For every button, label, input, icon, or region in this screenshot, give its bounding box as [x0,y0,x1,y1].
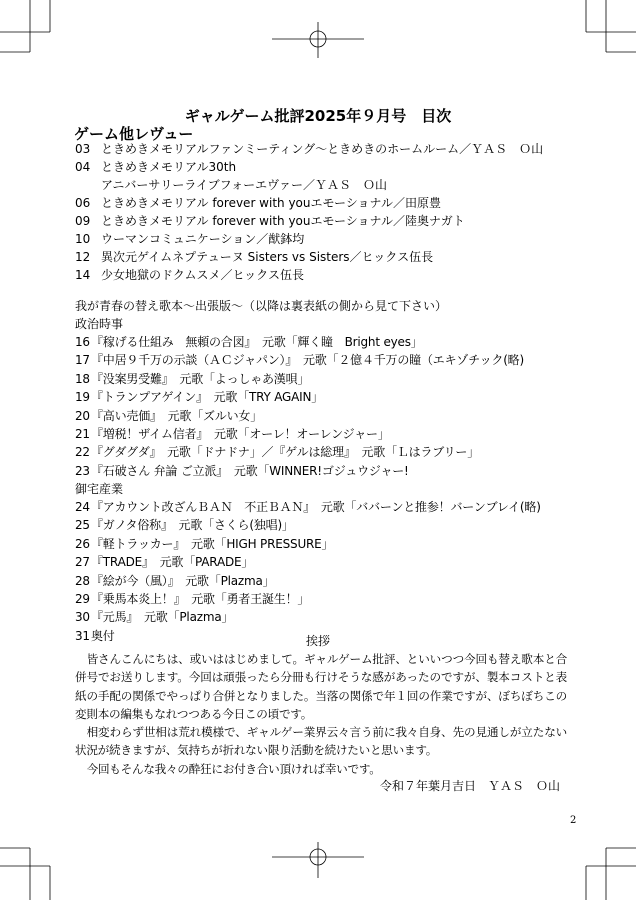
toc-item: 26『軽トラッカー』 元歌「HIGH PRESSURE」 [75,536,334,551]
section-heading-parody-songs: 我が青春の替え歌本〜出張版〜（以降は裏表紙の側から見て下さい） [75,299,448,313]
toc-item: 30『元馬』 元歌「Plazma」 [75,610,234,625]
toc-item: 03 ときめきメモリアルファンミーティング〜ときめきのホームルーム／ＹＡＳ Ｏ山 [75,142,544,156]
page-number: 2 [570,815,577,826]
subsection-politics: 政治時事 [75,317,124,331]
toc-item: 09 ときめきメモリアル forever with youエモーショナル／陸奥ナガト [75,214,465,228]
greeting-paragraph: 今回もそんな我々の酔狂にお付き合い頂ければ幸いです。 [86,761,381,776]
signature: 令和７年葉月吉日 ＹＡＳ Ｏ山 [379,779,560,793]
toc-item: 16『稼げる仕組み 無頼の合図』 元歌「輝く瞳 Bright eyes」 [75,335,423,349]
document-title: ギャルゲーム批評2025年９月号 目次 [184,107,452,125]
greeting-paragraph: 相変わらず世相は荒れ模様で、ギャルゲー業界云々言う前に我々自身、先の見通しが立たない状況が続きますが、気持ちが折れない限り活動を続けたいと思います。 [75,725,567,758]
toc-item: 22『グダグダ』 元歌「ドナドナ」／『ゲルは総理』 元歌「Ｌはラブリー」 [75,445,480,460]
toc-item: 21『増税！ザイム信者』 元歌「オーレ！オーレンジャー」 [75,427,390,442]
toc-item: 19『トランプアゲイン』 元歌「TRY AGAIN」 [75,390,324,405]
toc-otaku-industry [75,498,575,645]
toc-item-continuation: アニバーサリーライブフォーエヴァー／ＹＡＳ Ｏ山 [101,178,387,192]
toc-item: 23『石破さん 弁論 ご立派』 元歌「WINNER!ゴジュウジャー! [75,463,409,478]
toc-item: 18『没案男受難』 元歌「よっしゃあ漢唄」 [75,371,310,386]
toc-item: 24『アカウント改ざんＢＡＮ 不正ＢＡＮ』 元歌「ババーンと推参！バーンブレイ(略) [75,500,541,514]
toc-item: 04 ときめきメモリアル30th [75,160,237,174]
greeting-body [75,650,567,778]
toc-item: 17『中居９千万の示談（ＡＣジャパン）』 元歌「２億４千万の瞳（エキゾチック(略) [75,353,524,368]
section-heading-reviews: ゲーム他レヴュー [74,125,194,143]
toc-item: 14 少女地獄のドクムスメ／ヒックス伍長 [75,268,305,282]
toc-item: 20『高い売価』 元歌「ズルい女」 [75,408,263,423]
toc-item: 06 ときめきメモリアル forever with youエモーショナル／田原豊 [75,196,441,210]
subsection-otaku-industry: 御宅産業 [75,482,124,496]
greeting-paragraph: 皆さんこんにちは、或いははじめまして。ギャルゲーム批評、といいつつ今回も替え歌本と合併号でお送りします。今回は頑張ったら分冊も行けそうな感があったのですが、製本コストと表紙の手配の関係でやっぱり合併となりました。当落の関係で年１回の作業ですが、ぼちぼちこの変則本の編集もなれつつある今日この頃です。 [75,652,567,721]
toc-item: 28『絵が今（風）』 元歌「Plazma」 [75,573,275,588]
toc-politics [75,333,575,480]
toc-item: 31奥付 [75,628,115,643]
greeting-title: 挨拶 [305,634,330,648]
toc-item: 10 ウーマンコミュニケーション／猷鉢均 [75,232,305,246]
toc-item: 25『ガノタ俗称』 元歌「さくら(独唱)」 [75,518,294,533]
toc-reviews [75,140,575,284]
toc-item: 12 異次元ゲイムネプテューヌ Sisters vs Sisters／ヒックス伍長 [75,250,434,264]
toc-item: 27『TRADE』 元歌「PARADE」 [75,555,254,570]
toc-item: 29『乗馬本炎上！』 元歌「勇者王誕生！」 [75,592,310,607]
